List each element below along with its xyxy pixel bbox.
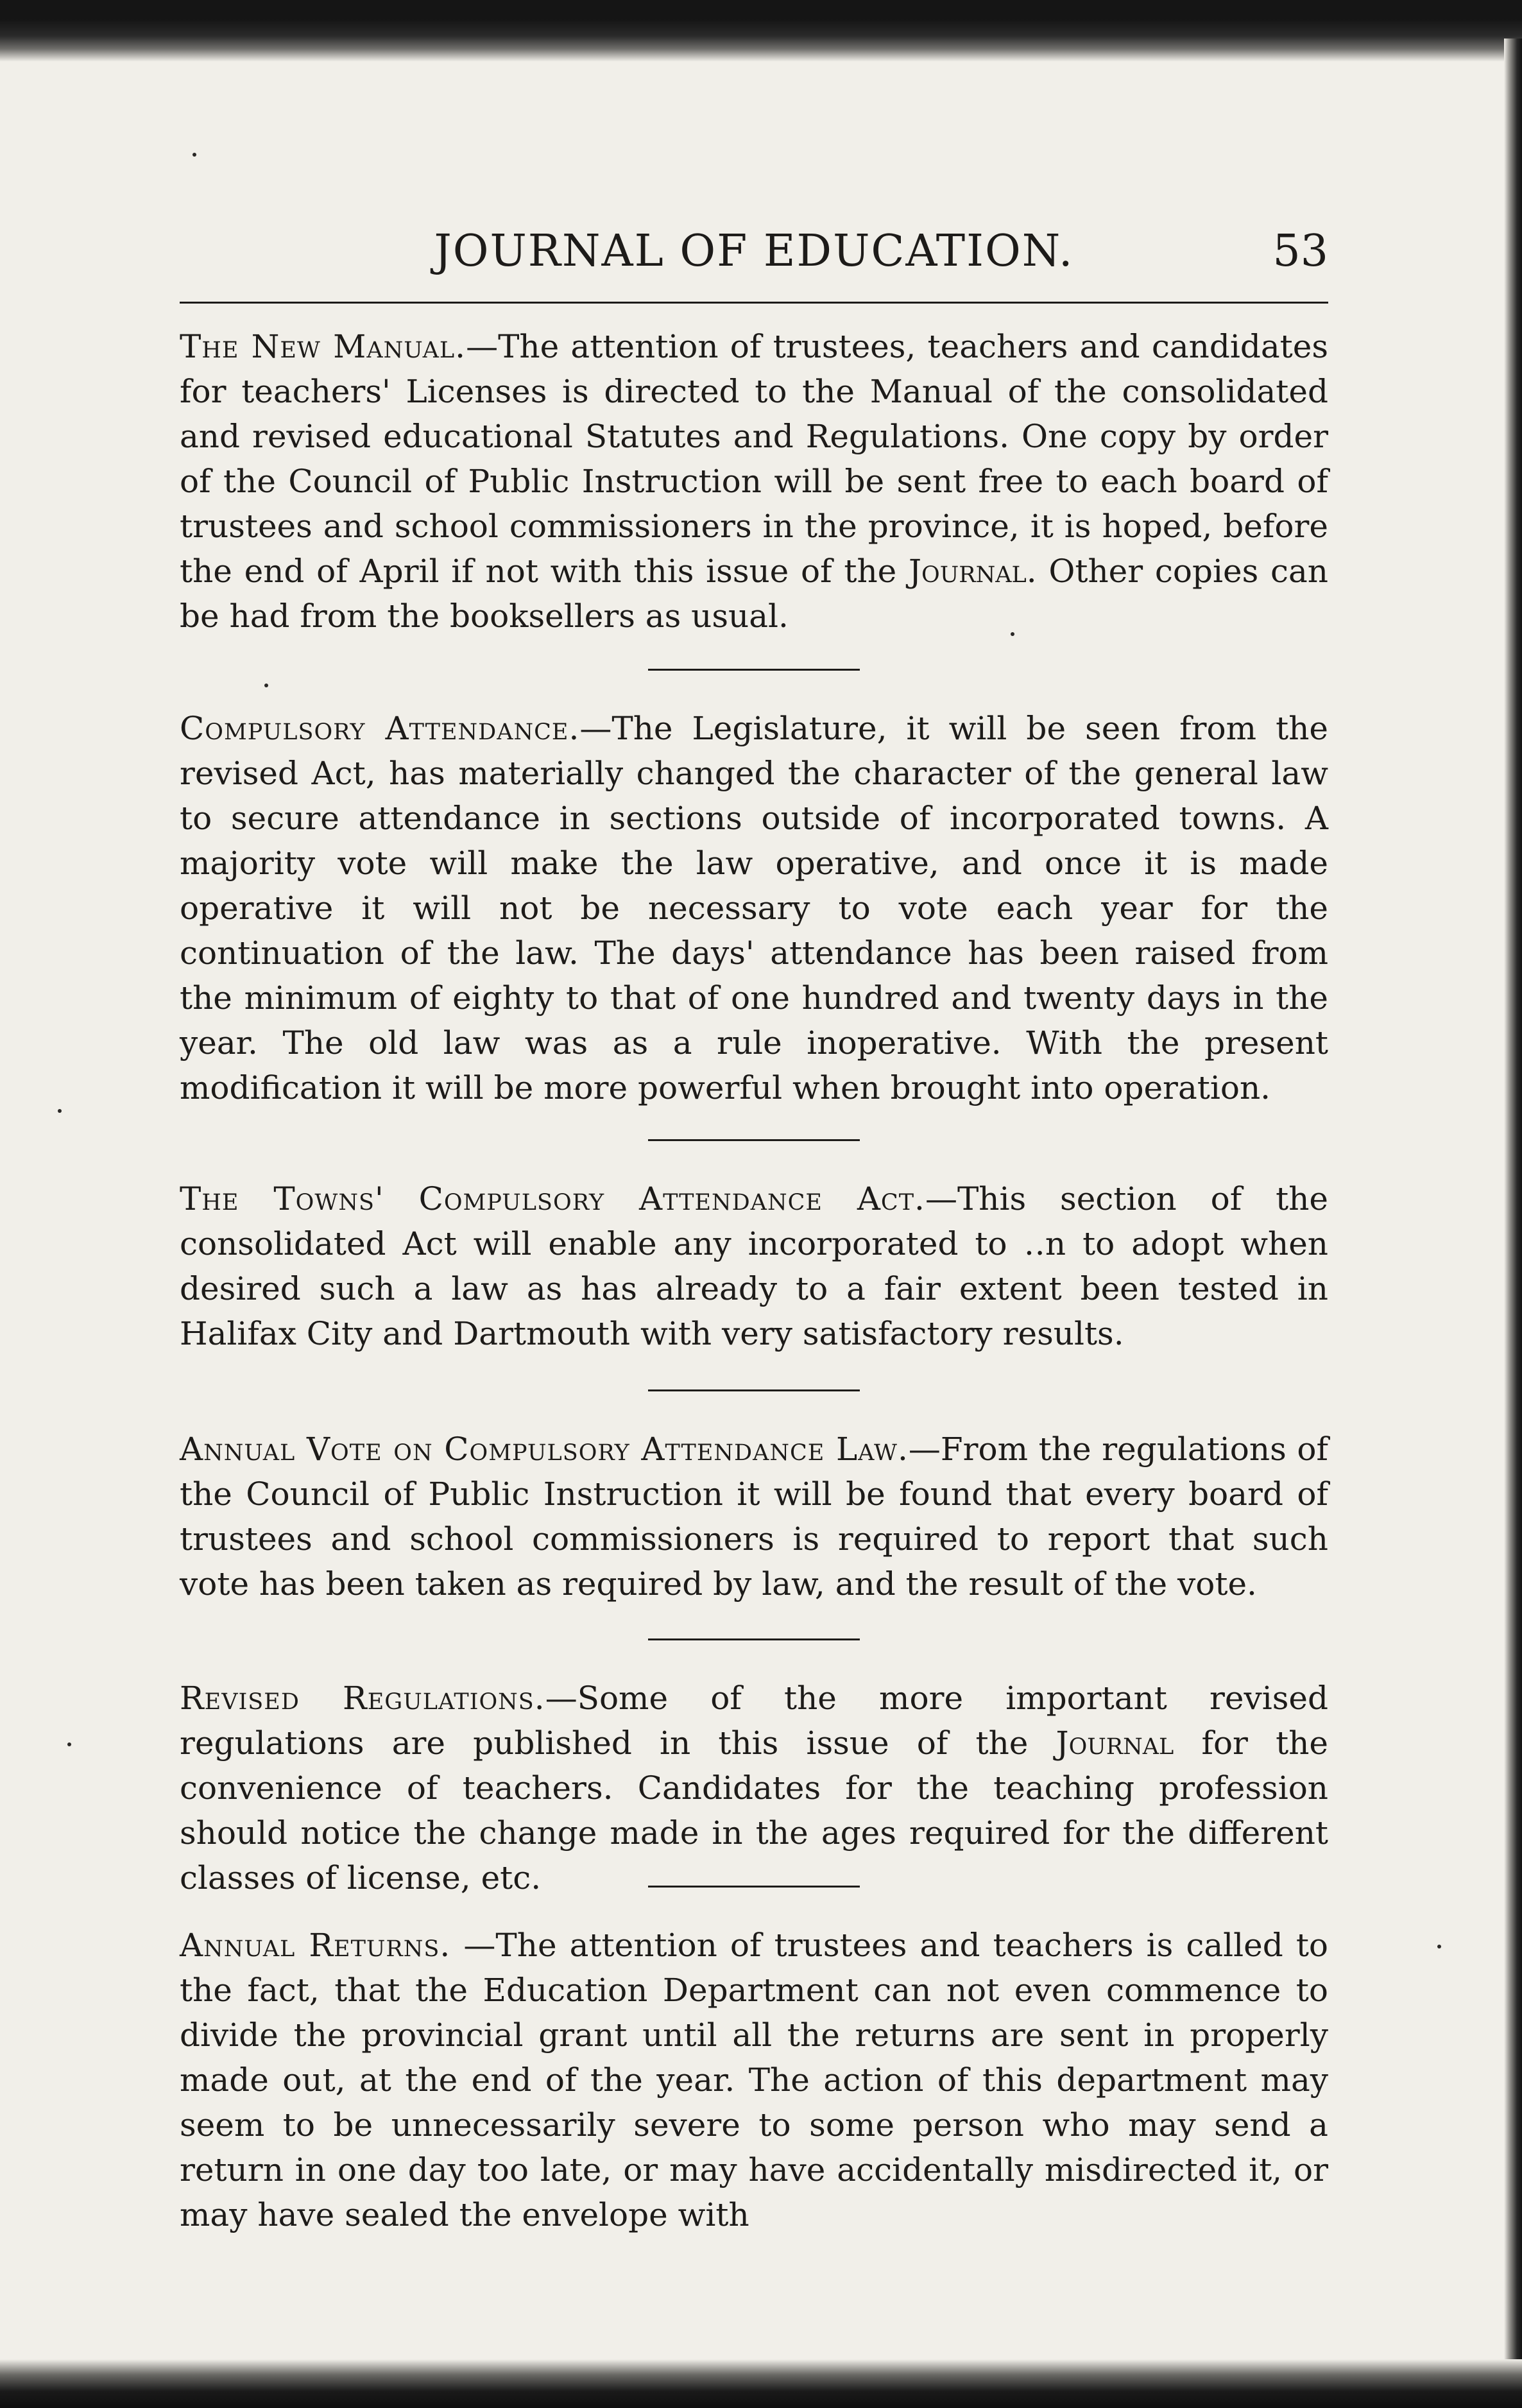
article-body: —From the regulations of the Council of Public Instruction it will be found that every board of trustees and school commissioners is required to report that such vote has been taken as required by law, and the result of the vote.: [180, 1431, 1328, 1603]
print-speck: [58, 1109, 62, 1113]
article-body: —Some of the more important revised regulations are published in this issue of the: [180, 1680, 1329, 1762]
scan-bottom-edge: [0, 2359, 1522, 2408]
section-divider: [648, 1886, 860, 1888]
running-header: [180, 212, 1328, 289]
article-lead: The New Manual.: [180, 328, 466, 365]
article-body-continued: for the convenience of teachers. Candidates for the teaching profession should notice the change made in the ages required for the different classes of license, etc.: [180, 1724, 1329, 1896]
scan-right-edge: [1504, 39, 1522, 2375]
section-divider: [648, 1389, 860, 1391]
print-speck: [264, 684, 268, 687]
journal-reference: Journal: [909, 553, 1027, 590]
print-speck: [1437, 1945, 1441, 1948]
article-revised-regulations: [180, 1676, 1328, 1900]
print-speck: [192, 153, 196, 157]
article-new-manual: [180, 324, 1328, 639]
article-annual-vote: [180, 1427, 1328, 1606]
article-body: —The attention of trustees and teachers is called to the fact, that the Education Department can not even commence to divide the provincial grant until all the returns are sent in properly made out, at the end of the year. The action of this department may seem to be unnecessarily severe to some person who may send a return in one day too late, or may have accidentally misdirected it, or may have sealed the envelope with: [180, 1927, 1329, 2233]
article-lead: Annual Vote on Compulsory Attendance Law.: [180, 1431, 909, 1468]
section-divider: [648, 669, 860, 671]
article-lead: Revised Regulations.: [180, 1680, 545, 1717]
print-speck: [67, 1742, 71, 1746]
journal-reference: Journal: [1056, 1724, 1174, 1762]
article-body: —This section of the consolidated Act will enable any incorporated to ‥n to adopt when desired such a law as has already to a fair extent been tested in Halifax City and Dartmouth with very satisfactory results.: [180, 1180, 1328, 1352]
header-rule: [180, 302, 1328, 304]
article-towns-compulsory-attendance-act: [180, 1176, 1328, 1356]
page-number: 53: [1272, 226, 1328, 277]
scan-top-edge: [0, 0, 1522, 62]
article-lead: Compulsory Attendance.: [180, 710, 580, 747]
article-compulsory-attendance: [180, 706, 1328, 1110]
section-divider: [648, 1638, 860, 1640]
journal-title: JOURNAL OF EDUCATION.: [434, 226, 1074, 277]
article-annual-returns: [180, 1923, 1328, 2237]
article-lead: The Towns' Compulsory Attendance Act.: [180, 1180, 925, 1217]
article-lead: Annual Returns.: [180, 1927, 451, 1964]
section-divider: [648, 1139, 860, 1141]
article-body: —The attention of trustees, teachers and candidates for teachers' Licenses is directed to the Manual of the consolidated and revised educational Statutes and Regulations. One copy by order of the Council of Public Instruction will be sent free to each board of trustees and school commissioners in the province, it is hoped, before the end of April if not with this issue of the: [180, 328, 1328, 590]
article-body: —The Legislature, it will be seen from the revised Act, has materially changed the character of the general law to secure attendance in sections outside of incorporated towns. A majority vote will make the law operative, and once it is made operative it will not be necessary to vote each year for the continuation of the law. The days' attendance has been raised from the minimum of eighty to that of one hundred and twenty days in the year. The old law was as a rule inoperative. With the present modification it will be more powerful when brought into operation.: [180, 710, 1328, 1106]
article-body-continued: . Other copies can be had from the booksellers as usual.: [180, 553, 1329, 635]
